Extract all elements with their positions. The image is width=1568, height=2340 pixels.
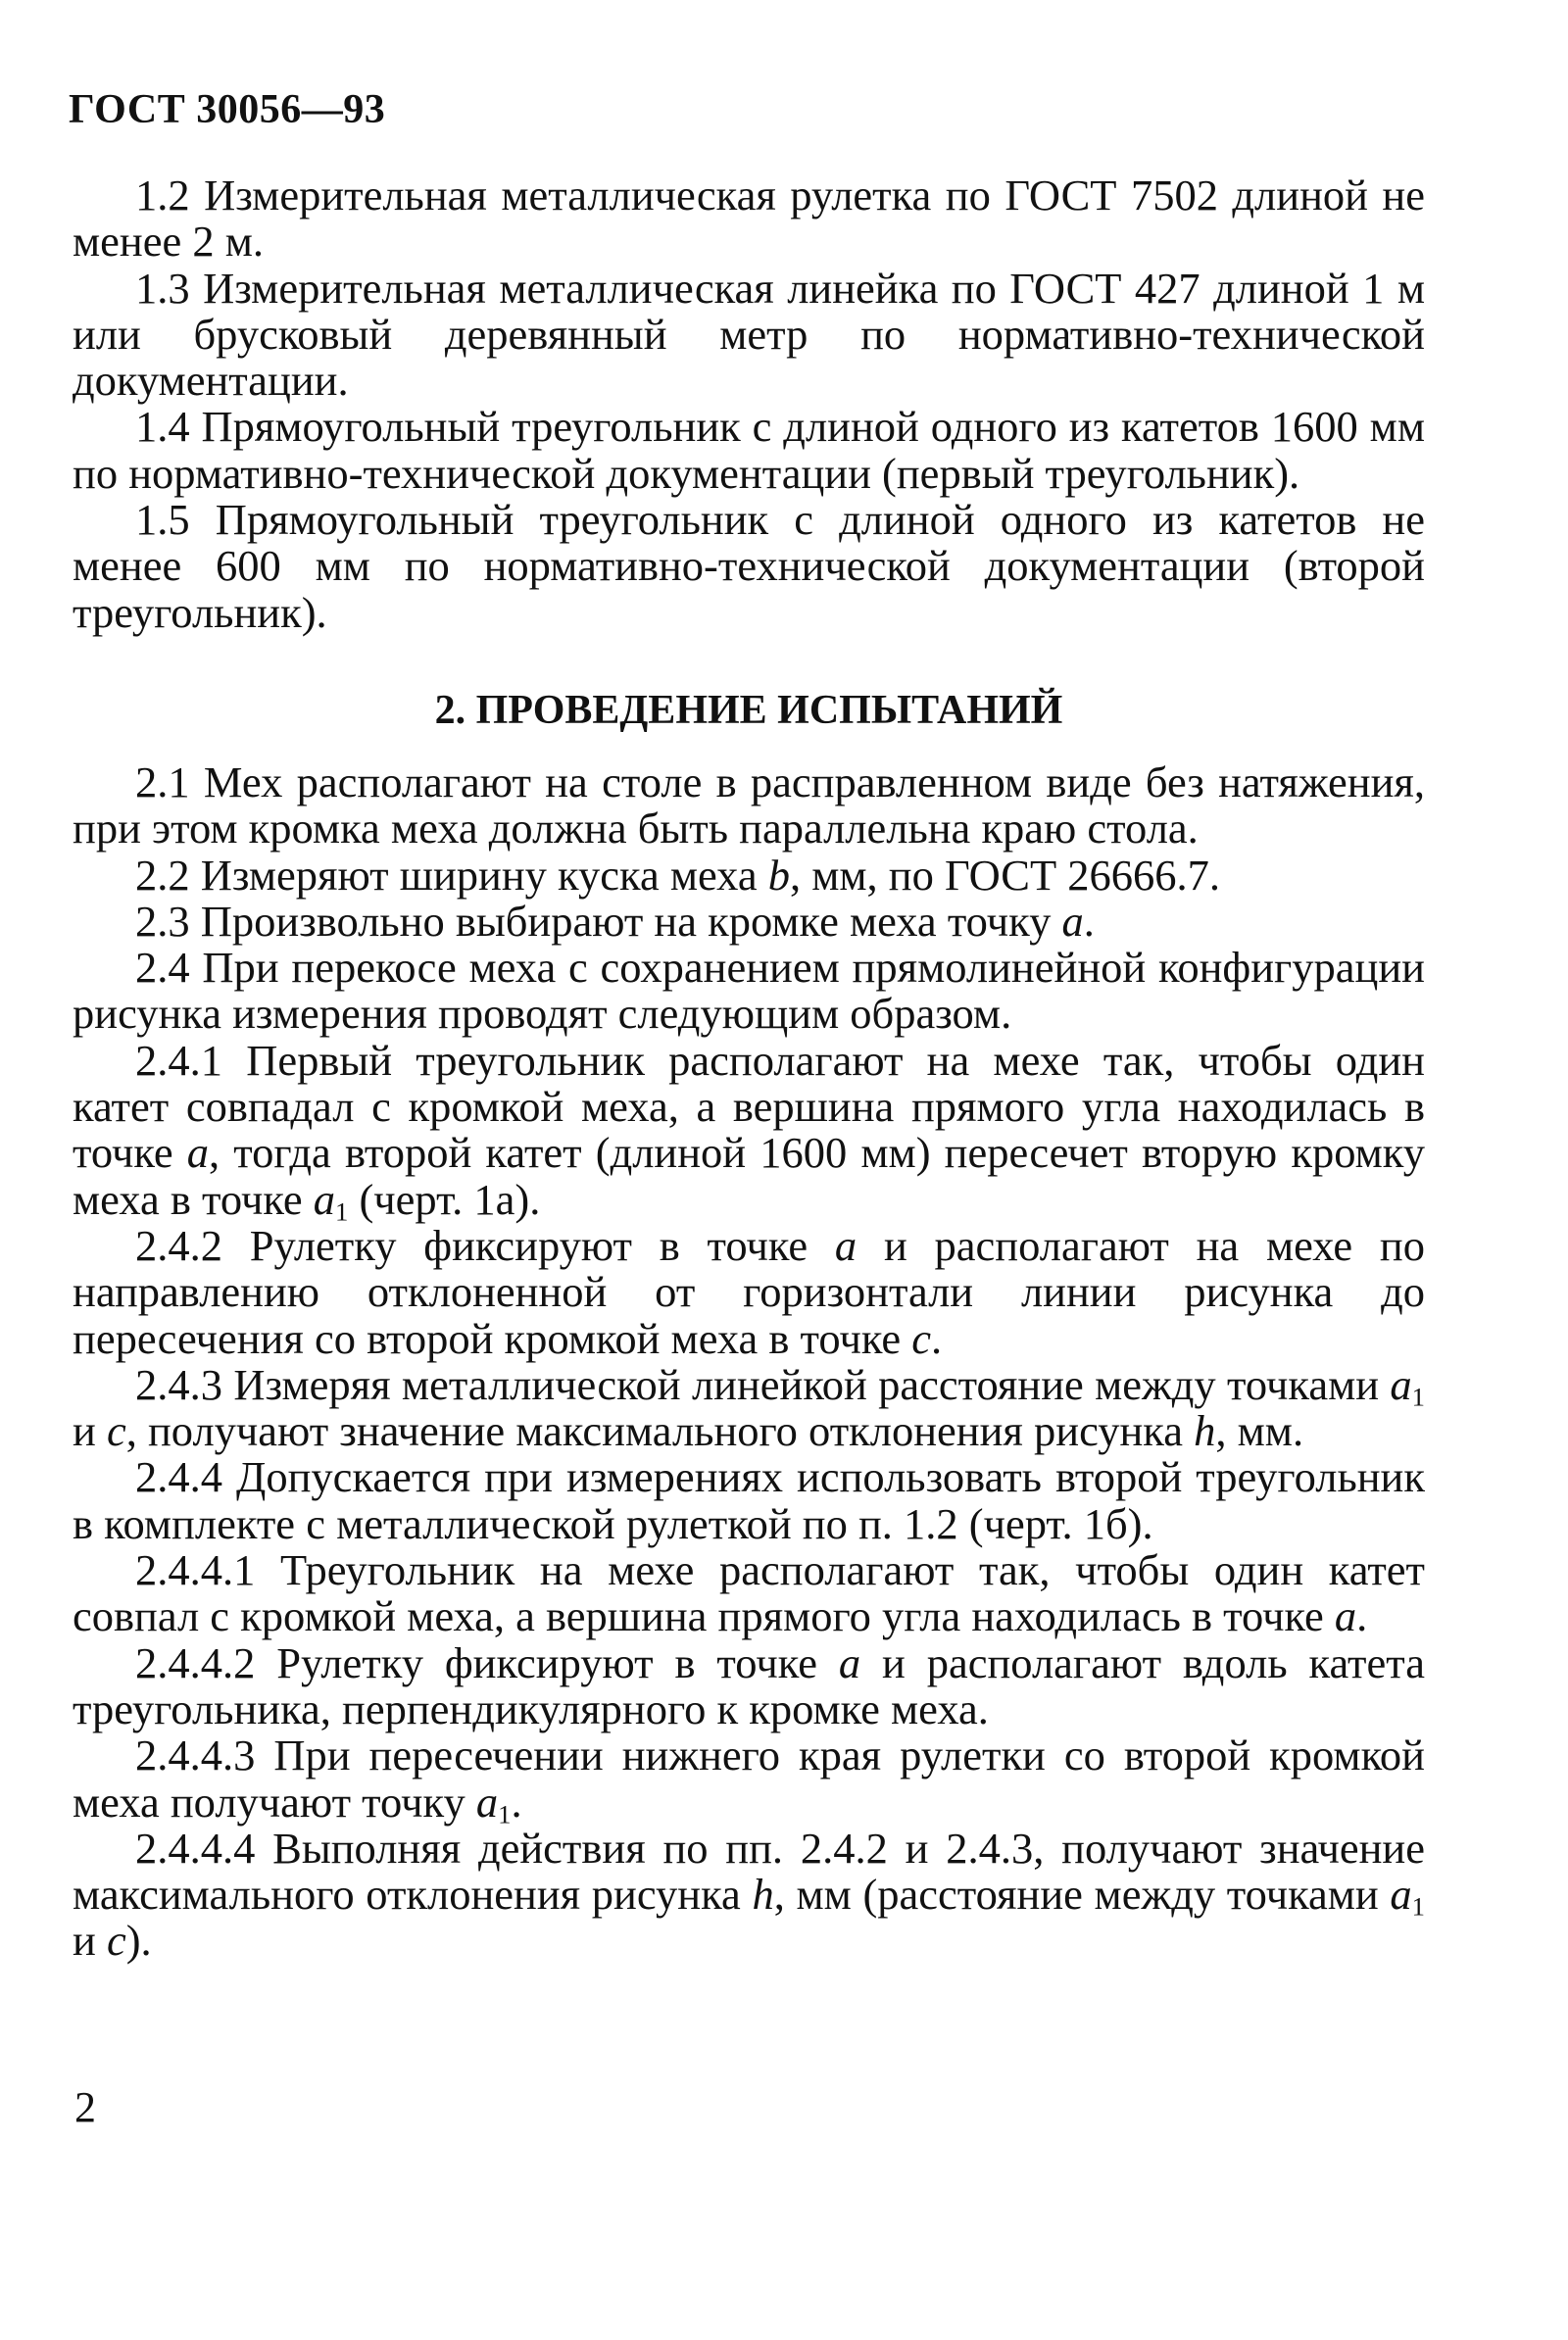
section-2-title: 2. ПРОВЕДЕНИЕ ИСПЫТАНИЙ [434,687,1063,733]
paragraph-2-4-4-3: 2.4.4.3 При пересечении нижнего края рулетки со второй кромкой меха получают точку $a_1$. [73,1731,1425,1829]
paragraph-2-1: 2.1 Мех располагают на столе в расправленном виде без натяжения, при этом кромка меха должна быть параллельна краю стола. [73,756,1425,853]
paragraph-2-4-4: 2.4.4 Допускается при измерениях использовать второй треугольник в комплекте с металлической рулеткой по п. 1.2 (черт. 1б). [73,1452,1425,1548]
body-text [73,172,1425,1965]
paragraph-1-5: 1.5 Прямоугольный треугольник с длиной одного из катетов не менее 600 мм по нормативно-технической документации (второй треугольник). [73,495,1425,637]
paragraph-2-4-1: 2.4.1 Первый треугольник располагают на мехе так, чтобы один катет совпадал с кромкой меха, а вершина прямого угла находилась в точке a, тогда второй катет (длиной 1600 мм) пересечет вторую кромку меха в точке $a_1$ (черт. 1а). [73,1035,1425,1227]
paragraph-2-4-4-4: 2.4.4.4 Выполняя действия по пп. 2.4.2 и 2.4.3, получают значение максимального отклонения рисунка h, мм (расстояние между точками $a_1$ и c). [73,1823,1425,1966]
variable-b: b [767,850,790,900]
paragraph-1-2: 1.2 Измерительная металлическая рулетка по ГОСТ 7502 длиной не менее 2 м. [73,171,1425,267]
paragraph-1-3: 1.3 Измерительная металлическая линейка по ГОСТ 427 длиной 1 м или брусковый деревянный метр по нормативно-технической документации. [73,263,1425,406]
page-number: 2 [74,2083,96,2131]
paragraph-2-4-4-1: 2.4.4.1 Треугольник на мехе располагают так, чтобы один катет совпал с кромкой меха, а вершина прямого угла находилась в точке a. [73,1545,1425,1641]
paragraph-2-4: 2.4 При перекосе меха с сохранением прямолинейной конфигурации рисунка измерения проводят следующим образом. [73,943,1425,1039]
paragraph-2-4-4-2: 2.4.4.2 Рулетку фиксируют в точке a и располагают вдоль катета треугольника, перпендикулярного к кромке меха. [73,1637,1425,1733]
paragraph-2-4-2: 2.4.2 Рулетку фиксируют в точке a и располагают на мехе по направлению отклоненной от горизонтали линии рисунка до пересечения со второй кромкой меха в точке c. [73,1220,1425,1363]
paragraph-2-4-3: 2.4.3 Измеряя металлической линейкой расстояние между точками $a_1$ и c, получают значение максимального отклонения рисунка h, мм. [73,1359,1425,1456]
standard-header: ГОСТ 30056—93 [69,87,386,132]
paragraph-2-3: 2.3 Произвольно выбирают на кромке меха точку a. [135,896,1095,946]
paragraph-1-4: 1.4 Прямоугольный треугольник с длиной одного из катетов 1600 мм по нормативно-технической документации (первый треугольник). [73,402,1425,498]
paragraph-2-2: 2.2 Измеряют ширину куска меха b, мм, по ГОСТ 26666.7. [135,850,1221,900]
variable-a: a [1061,896,1084,946]
